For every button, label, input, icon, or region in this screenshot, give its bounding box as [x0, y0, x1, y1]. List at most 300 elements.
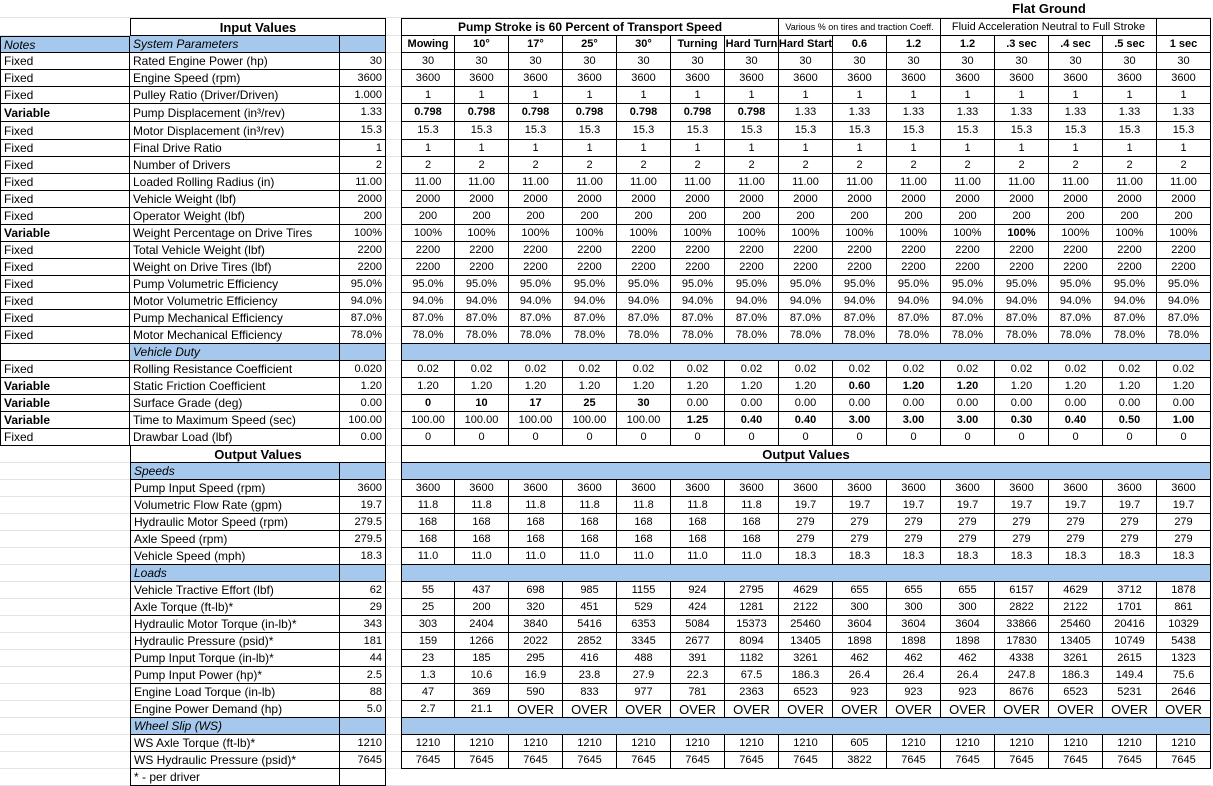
data-cell[interactable]: 20416 — [1103, 616, 1157, 633]
data-cell[interactable]: 923 — [941, 684, 995, 701]
data-cell[interactable]: 87.0% — [1049, 310, 1103, 327]
data-cell[interactable]: 1 — [1103, 140, 1157, 157]
parameter-value[interactable]: 0.00 — [340, 395, 386, 412]
data-cell[interactable]: 30 — [833, 53, 887, 70]
parameter-value[interactable]: 62 — [340, 582, 386, 599]
data-cell[interactable]: 87.0% — [509, 310, 563, 327]
data-cell[interactable]: 94.0% — [833, 293, 887, 310]
data-cell[interactable]: 1 — [941, 87, 995, 104]
data-cell[interactable]: 3600 — [995, 70, 1049, 87]
data-cell[interactable]: 78.0% — [1157, 327, 1211, 344]
data-cell[interactable]: 19.7 — [1103, 497, 1157, 514]
data-cell[interactable]: 168 — [617, 514, 671, 531]
parameter-value[interactable]: 95.0% — [340, 276, 386, 293]
value-column-header[interactable] — [340, 36, 386, 53]
data-cell[interactable]: 168 — [401, 531, 455, 548]
data-cell[interactable]: 11.00 — [1103, 174, 1157, 191]
data-cell[interactable]: 2200 — [509, 242, 563, 259]
data-cell[interactable]: 2200 — [563, 259, 617, 276]
data-cell[interactable]: 6523 — [1049, 684, 1103, 701]
data-cell[interactable]: 19.7 — [887, 497, 941, 514]
data-cell[interactable]: 1210 — [779, 735, 833, 752]
data-cell[interactable]: 1.20 — [995, 378, 1049, 395]
data-cell[interactable]: 11.00 — [455, 174, 509, 191]
data-cell[interactable]: 11.00 — [887, 174, 941, 191]
data-cell[interactable]: 0.30 — [995, 412, 1049, 429]
data-cell[interactable]: 200 — [455, 599, 509, 616]
data-cell[interactable]: 185 — [455, 650, 509, 667]
parameter-value[interactable]: 279.5 — [340, 514, 386, 531]
data-cell[interactable]: 15373 — [725, 616, 779, 633]
data-cell[interactable]: 1210 — [725, 735, 779, 752]
parameter-label[interactable]: Drawbar Load (lbf) — [130, 429, 340, 446]
data-cell[interactable]: 1 — [833, 87, 887, 104]
data-cell[interactable]: 100.00 — [509, 412, 563, 429]
data-cell[interactable]: 2200 — [887, 242, 941, 259]
parameter-value[interactable]: 29 — [340, 599, 386, 616]
data-cell[interactable]: 1155 — [617, 582, 671, 599]
note-cell[interactable]: Fixed — [0, 429, 130, 446]
data-cell[interactable]: 1.20 — [1103, 378, 1157, 395]
data-cell[interactable]: 30 — [617, 53, 671, 70]
data-cell[interactable]: 11.00 — [833, 174, 887, 191]
data-cell[interactable]: 655 — [887, 582, 941, 599]
data-cell[interactable]: 3600 — [455, 480, 509, 497]
parameter-label[interactable]: Total Vehicle Weight (lbf) — [130, 242, 340, 259]
data-cell[interactable]: 1 — [1049, 87, 1103, 104]
data-cell[interactable]: 303 — [401, 616, 455, 633]
column-header[interactable]: 1.2 — [941, 36, 995, 53]
section-band-cell[interactable] — [340, 565, 386, 582]
parameter-label[interactable]: Rolling Resistance Coefficient — [130, 361, 340, 378]
data-cell[interactable]: 1.33 — [941, 104, 995, 122]
data-cell[interactable]: 2200 — [509, 259, 563, 276]
parameter-label[interactable]: Vehicle Speed (mph) — [130, 548, 340, 565]
column-header[interactable]: 25° — [563, 36, 617, 53]
data-cell[interactable]: 3604 — [833, 616, 887, 633]
section-band-label[interactable]: Wheel Slip (WS) — [130, 718, 340, 735]
data-cell[interactable]: 488 — [617, 650, 671, 667]
data-cell[interactable]: 11.00 — [995, 174, 1049, 191]
data-cell[interactable]: 78.0% — [833, 327, 887, 344]
data-cell[interactable]: 2200 — [401, 259, 455, 276]
data-cell[interactable]: 2000 — [887, 191, 941, 208]
data-cell[interactable]: 7645 — [455, 752, 509, 769]
data-cell[interactable]: 1 — [1157, 87, 1211, 104]
data-cell[interactable]: 1 — [941, 140, 995, 157]
parameter-label[interactable]: Pump Volumetric Efficiency — [130, 276, 340, 293]
data-cell[interactable]: 0.00 — [1103, 395, 1157, 412]
parameter-value[interactable]: 87.0% — [340, 310, 386, 327]
data-cell[interactable]: 1210 — [995, 735, 1049, 752]
data-cell[interactable]: 78.0% — [779, 327, 833, 344]
data-cell[interactable]: 2 — [671, 157, 725, 174]
data-cell[interactable]: 75.6 — [1157, 667, 1211, 684]
data-cell[interactable]: OVER — [1157, 701, 1211, 718]
data-cell[interactable]: 3600 — [671, 70, 725, 87]
data-cell[interactable]: 1.33 — [1157, 104, 1211, 122]
data-cell[interactable]: 94.0% — [1103, 293, 1157, 310]
parameter-label[interactable]: Weight Percentage on Drive Tires — [130, 225, 340, 242]
data-cell[interactable]: 19.7 — [1049, 497, 1103, 514]
column-header[interactable]: Hard Turn — [725, 36, 779, 53]
data-cell[interactable]: 3261 — [779, 650, 833, 667]
parameter-label[interactable]: Engine Speed (rpm) — [130, 70, 340, 87]
data-cell[interactable]: 15.3 — [833, 122, 887, 140]
data-cell[interactable]: 168 — [455, 531, 509, 548]
data-cell[interactable]: 0.02 — [941, 361, 995, 378]
various-tires-header[interactable]: Various % on tires and traction Coeff. — [779, 18, 941, 36]
section-band-cell[interactable] — [401, 565, 1211, 582]
data-cell[interactable]: 0.02 — [1049, 361, 1103, 378]
data-cell[interactable]: 100% — [455, 225, 509, 242]
data-cell[interactable]: 17 — [509, 395, 563, 412]
data-cell[interactable]: 1.33 — [1103, 104, 1157, 122]
note-cell[interactable]: Fixed — [0, 53, 130, 70]
data-cell[interactable]: 100% — [941, 225, 995, 242]
parameter-value[interactable]: 2200 — [340, 242, 386, 259]
data-cell[interactable]: 2646 — [1157, 684, 1211, 701]
data-cell[interactable]: 100.00 — [401, 412, 455, 429]
data-cell[interactable]: 1.20 — [1049, 378, 1103, 395]
data-cell[interactable]: 0 — [401, 429, 455, 446]
data-cell[interactable]: 3.00 — [887, 412, 941, 429]
data-cell[interactable]: 30 — [1103, 53, 1157, 70]
data-cell[interactable]: 11.8 — [509, 497, 563, 514]
parameter-label[interactable]: Surface Grade (deg) — [130, 395, 340, 412]
data-cell[interactable]: 30 — [941, 53, 995, 70]
data-cell[interactable]: 2200 — [401, 242, 455, 259]
data-cell[interactable]: 100% — [509, 225, 563, 242]
section-band-cell[interactable] — [340, 463, 386, 480]
data-cell[interactable]: 3600 — [617, 70, 671, 87]
data-cell[interactable]: 100% — [779, 225, 833, 242]
data-cell[interactable]: 0.02 — [617, 361, 671, 378]
data-cell[interactable]: 1.20 — [887, 378, 941, 395]
data-cell[interactable]: 168 — [671, 531, 725, 548]
flat-ground-header[interactable]: Flat Ground — [941, 0, 1157, 18]
data-cell[interactable]: 0.02 — [671, 361, 725, 378]
data-cell[interactable]: 15.3 — [563, 122, 617, 140]
data-cell[interactable]: 924 — [671, 582, 725, 599]
parameter-label[interactable]: Loaded Rolling Radius (in) — [130, 174, 340, 191]
data-cell[interactable]: 3600 — [725, 480, 779, 497]
data-cell[interactable]: 10.6 — [455, 667, 509, 684]
data-cell[interactable]: 1182 — [725, 650, 779, 667]
data-cell[interactable]: 1 — [401, 140, 455, 157]
data-cell[interactable]: 2 — [401, 157, 455, 174]
data-cell[interactable]: 19.7 — [779, 497, 833, 514]
data-cell[interactable]: 11.00 — [1157, 174, 1211, 191]
data-cell[interactable]: 1 — [725, 87, 779, 104]
parameter-value[interactable]: 2200 — [340, 259, 386, 276]
data-cell[interactable]: 3600 — [1049, 70, 1103, 87]
note-cell[interactable]: Fixed — [0, 191, 130, 208]
data-cell[interactable]: 2000 — [617, 191, 671, 208]
parameter-label[interactable]: Time to Maximum Speed (sec) — [130, 412, 340, 429]
footnote[interactable]: * - per driver — [130, 769, 340, 786]
data-cell[interactable]: 0.40 — [725, 412, 779, 429]
data-cell[interactable]: 3600 — [509, 70, 563, 87]
data-cell[interactable]: 2000 — [779, 191, 833, 208]
parameter-value[interactable]: 1.000 — [340, 87, 386, 104]
data-cell[interactable]: 186.3 — [1049, 667, 1103, 684]
data-cell[interactable]: 18.3 — [887, 548, 941, 565]
data-cell[interactable]: 100% — [833, 225, 887, 242]
data-cell[interactable]: 2000 — [725, 191, 779, 208]
data-cell[interactable]: 2000 — [1049, 191, 1103, 208]
data-cell[interactable]: 3600 — [779, 70, 833, 87]
data-cell[interactable]: 0.02 — [833, 361, 887, 378]
data-cell[interactable]: 1.20 — [617, 378, 671, 395]
data-cell[interactable]: 11.00 — [509, 174, 563, 191]
parameter-value[interactable]: 2.5 — [340, 667, 386, 684]
data-cell[interactable]: 0.02 — [455, 361, 509, 378]
data-cell[interactable]: 30 — [995, 53, 1049, 70]
data-cell[interactable]: 30 — [887, 53, 941, 70]
data-cell[interactable]: 1210 — [1049, 735, 1103, 752]
data-cell[interactable]: 22.3 — [671, 667, 725, 684]
data-cell[interactable]: 87.0% — [941, 310, 995, 327]
data-cell[interactable]: 923 — [833, 684, 887, 701]
data-cell[interactable]: 30 — [1157, 53, 1211, 70]
data-cell[interactable]: 200 — [617, 208, 671, 225]
data-cell[interactable]: 168 — [455, 514, 509, 531]
output-values-header[interactable]: Output Values — [130, 446, 386, 463]
data-cell[interactable]: 94.0% — [509, 293, 563, 310]
data-cell[interactable]: 7645 — [941, 752, 995, 769]
parameter-value[interactable]: 1 — [340, 140, 386, 157]
data-cell[interactable]: 7645 — [725, 752, 779, 769]
data-cell[interactable]: 3600 — [401, 480, 455, 497]
data-cell[interactable]: OVER — [887, 701, 941, 718]
data-cell[interactable]: 23.8 — [563, 667, 617, 684]
data-cell[interactable]: 7645 — [671, 752, 725, 769]
notes-column-header[interactable]: Notes — [0, 36, 130, 53]
parameter-label[interactable]: Motor Mechanical Efficiency — [130, 327, 340, 344]
data-cell[interactable]: 0 — [563, 429, 617, 446]
data-cell[interactable]: 0.00 — [833, 395, 887, 412]
data-cell[interactable]: 0.02 — [1157, 361, 1211, 378]
parameter-value[interactable]: 94.0% — [340, 293, 386, 310]
data-cell[interactable]: 1.33 — [779, 104, 833, 122]
parameter-value[interactable]: 44 — [340, 650, 386, 667]
data-cell[interactable]: 1210 — [455, 735, 509, 752]
data-cell[interactable]: 2200 — [725, 259, 779, 276]
data-cell[interactable]: 100.00 — [563, 412, 617, 429]
data-cell[interactable]: 2 — [725, 157, 779, 174]
data-cell[interactable]: 11.8 — [455, 497, 509, 514]
data-cell[interactable]: 11.8 — [563, 497, 617, 514]
data-cell[interactable]: 3600 — [995, 480, 1049, 497]
data-cell[interactable]: 25 — [401, 599, 455, 616]
data-cell[interactable]: 1 — [509, 140, 563, 157]
data-cell[interactable]: OVER — [509, 701, 563, 718]
parameter-value[interactable]: 3600 — [340, 480, 386, 497]
data-cell[interactable]: 95.0% — [833, 276, 887, 293]
data-cell[interactable]: 30 — [1049, 53, 1103, 70]
data-cell[interactable]: 200 — [509, 208, 563, 225]
data-cell[interactable]: 0.00 — [1157, 395, 1211, 412]
note-cell[interactable]: Fixed — [0, 157, 130, 174]
data-cell[interactable]: 2000 — [995, 191, 1049, 208]
data-cell[interactable]: 87.0% — [455, 310, 509, 327]
data-cell[interactable]: 0 — [455, 429, 509, 446]
column-header[interactable]: 1.2 — [887, 36, 941, 53]
parameter-label[interactable]: Vehicle Tractive Effort (lbf) — [130, 582, 340, 599]
data-cell[interactable]: 3822 — [833, 752, 887, 769]
parameter-label[interactable]: Rated Engine Power (hp) — [130, 53, 340, 70]
column-header[interactable]: 10° — [455, 36, 509, 53]
data-cell[interactable]: 8094 — [725, 633, 779, 650]
data-cell[interactable]: 95.0% — [887, 276, 941, 293]
data-cell[interactable]: 451 — [563, 599, 617, 616]
column-header[interactable]: 0.6 — [833, 36, 887, 53]
data-cell[interactable]: 6353 — [617, 616, 671, 633]
data-cell[interactable]: 369 — [455, 684, 509, 701]
data-cell[interactable]: 21.1 — [455, 701, 509, 718]
data-cell[interactable]: 94.0% — [563, 293, 617, 310]
data-cell[interactable]: 8676 — [995, 684, 1049, 701]
parameter-label[interactable]: Static Friction Coefficient — [130, 378, 340, 395]
data-cell[interactable]: 0.00 — [779, 395, 833, 412]
data-cell[interactable]: OVER — [1049, 701, 1103, 718]
data-cell[interactable]: OVER — [995, 701, 1049, 718]
params-column-header[interactable]: System Parameters — [130, 36, 340, 53]
data-cell[interactable]: 2.7 — [401, 701, 455, 718]
data-cell[interactable]: 1.20 — [725, 378, 779, 395]
data-cell[interactable]: 2022 — [509, 633, 563, 650]
parameter-value[interactable]: 78.0% — [340, 327, 386, 344]
data-cell[interactable]: 30 — [779, 53, 833, 70]
data-cell[interactable]: 100% — [401, 225, 455, 242]
data-cell[interactable]: 18.3 — [779, 548, 833, 565]
parameter-label[interactable]: Pump Input Speed (rpm) — [130, 480, 340, 497]
data-cell[interactable]: 279 — [1103, 531, 1157, 548]
data-cell[interactable]: 2 — [1157, 157, 1211, 174]
data-cell[interactable]: 0.798 — [617, 104, 671, 122]
data-cell[interactable]: 1 — [671, 87, 725, 104]
data-cell[interactable]: 1 — [995, 140, 1049, 157]
data-cell[interactable]: 78.0% — [671, 327, 725, 344]
data-cell[interactable]: 78.0% — [995, 327, 1049, 344]
data-cell[interactable]: 3600 — [1103, 480, 1157, 497]
data-cell[interactable]: 78.0% — [401, 327, 455, 344]
data-cell[interactable]: 1.33 — [1049, 104, 1103, 122]
data-cell[interactable]: 2795 — [725, 582, 779, 599]
data-cell[interactable]: 3600 — [401, 70, 455, 87]
data-cell[interactable]: 7645 — [1049, 752, 1103, 769]
data-cell[interactable]: 5416 — [563, 616, 617, 633]
data-cell[interactable]: 833 — [563, 684, 617, 701]
data-cell[interactable]: 861 — [1157, 599, 1211, 616]
data-cell[interactable]: 168 — [617, 531, 671, 548]
data-cell[interactable]: 3600 — [1049, 480, 1103, 497]
data-cell[interactable]: 2200 — [941, 242, 995, 259]
data-cell[interactable]: 3600 — [617, 480, 671, 497]
data-cell[interactable]: 11.0 — [725, 548, 779, 565]
data-cell[interactable]: 94.0% — [455, 293, 509, 310]
data-cell[interactable]: 100% — [995, 225, 1049, 242]
data-cell[interactable]: 781 — [671, 684, 725, 701]
note-cell[interactable]: Fixed — [0, 242, 130, 259]
data-cell[interactable]: 416 — [563, 650, 617, 667]
column-header[interactable]: .5 sec — [1103, 36, 1157, 53]
parameter-value[interactable]: 3600 — [340, 70, 386, 87]
data-cell[interactable]: 0 — [671, 429, 725, 446]
data-cell[interactable]: 15.3 — [509, 122, 563, 140]
data-cell[interactable]: 1210 — [617, 735, 671, 752]
data-cell[interactable]: 200 — [887, 208, 941, 225]
data-cell[interactable]: 1 — [617, 87, 671, 104]
data-cell[interactable]: 2000 — [833, 191, 887, 208]
data-cell[interactable]: 168 — [509, 514, 563, 531]
data-cell[interactable]: 87.0% — [671, 310, 725, 327]
data-cell[interactable]: 3600 — [509, 480, 563, 497]
data-cell[interactable]: 0.00 — [995, 395, 1049, 412]
note-cell[interactable]: Fixed — [0, 327, 130, 344]
data-cell[interactable]: 1701 — [1103, 599, 1157, 616]
data-cell[interactable]: 2000 — [1103, 191, 1157, 208]
data-cell[interactable]: 7645 — [509, 752, 563, 769]
data-cell[interactable]: 1 — [779, 140, 833, 157]
data-cell[interactable]: 1.20 — [1157, 378, 1211, 395]
data-cell[interactable]: 18.3 — [833, 548, 887, 565]
data-cell[interactable]: 2200 — [941, 259, 995, 276]
data-cell[interactable]: 698 — [509, 582, 563, 599]
data-cell[interactable]: 23 — [401, 650, 455, 667]
parameter-value[interactable]: 11.00 — [340, 174, 386, 191]
note-cell[interactable]: Variable — [0, 395, 130, 412]
data-cell[interactable]: 0.798 — [455, 104, 509, 122]
data-cell[interactable]: 13405 — [1049, 633, 1103, 650]
data-cell[interactable]: 1.25 — [671, 412, 725, 429]
data-cell[interactable]: 0 — [995, 429, 1049, 446]
section-band-cell[interactable] — [340, 344, 386, 361]
data-cell[interactable]: 2200 — [617, 259, 671, 276]
data-cell[interactable]: 1898 — [887, 633, 941, 650]
data-cell[interactable]: 95.0% — [725, 276, 779, 293]
data-cell[interactable]: 11.00 — [563, 174, 617, 191]
data-cell[interactable]: 17830 — [995, 633, 1049, 650]
data-cell[interactable]: 11.00 — [1049, 174, 1103, 191]
data-cell[interactable]: 4629 — [779, 582, 833, 599]
data-cell[interactable]: 3600 — [779, 480, 833, 497]
data-cell[interactable]: 78.0% — [1103, 327, 1157, 344]
note-cell[interactable]: Fixed — [0, 208, 130, 225]
data-cell[interactable]: 300 — [941, 599, 995, 616]
data-cell[interactable]: 1323 — [1157, 650, 1211, 667]
data-cell[interactable]: 15.3 — [779, 122, 833, 140]
data-cell[interactable]: 94.0% — [617, 293, 671, 310]
parameter-label[interactable]: Vehicle Weight (lbf) — [130, 191, 340, 208]
data-cell[interactable]: 1 — [779, 87, 833, 104]
data-cell[interactable]: 0.00 — [725, 395, 779, 412]
data-cell[interactable]: 0 — [887, 429, 941, 446]
data-cell[interactable]: 33866 — [995, 616, 1049, 633]
data-cell[interactable]: 3600 — [941, 70, 995, 87]
data-cell[interactable]: 6523 — [779, 684, 833, 701]
data-cell[interactable]: 462 — [833, 650, 887, 667]
data-cell[interactable]: 10 — [455, 395, 509, 412]
data-cell[interactable]: 279 — [941, 514, 995, 531]
data-cell[interactable]: 1.33 — [887, 104, 941, 122]
data-cell[interactable]: OVER — [1103, 701, 1157, 718]
note-cell[interactable]: Fixed — [0, 87, 130, 104]
data-cell[interactable]: 2 — [455, 157, 509, 174]
data-cell[interactable]: 279 — [779, 514, 833, 531]
data-cell[interactable]: 168 — [509, 531, 563, 548]
